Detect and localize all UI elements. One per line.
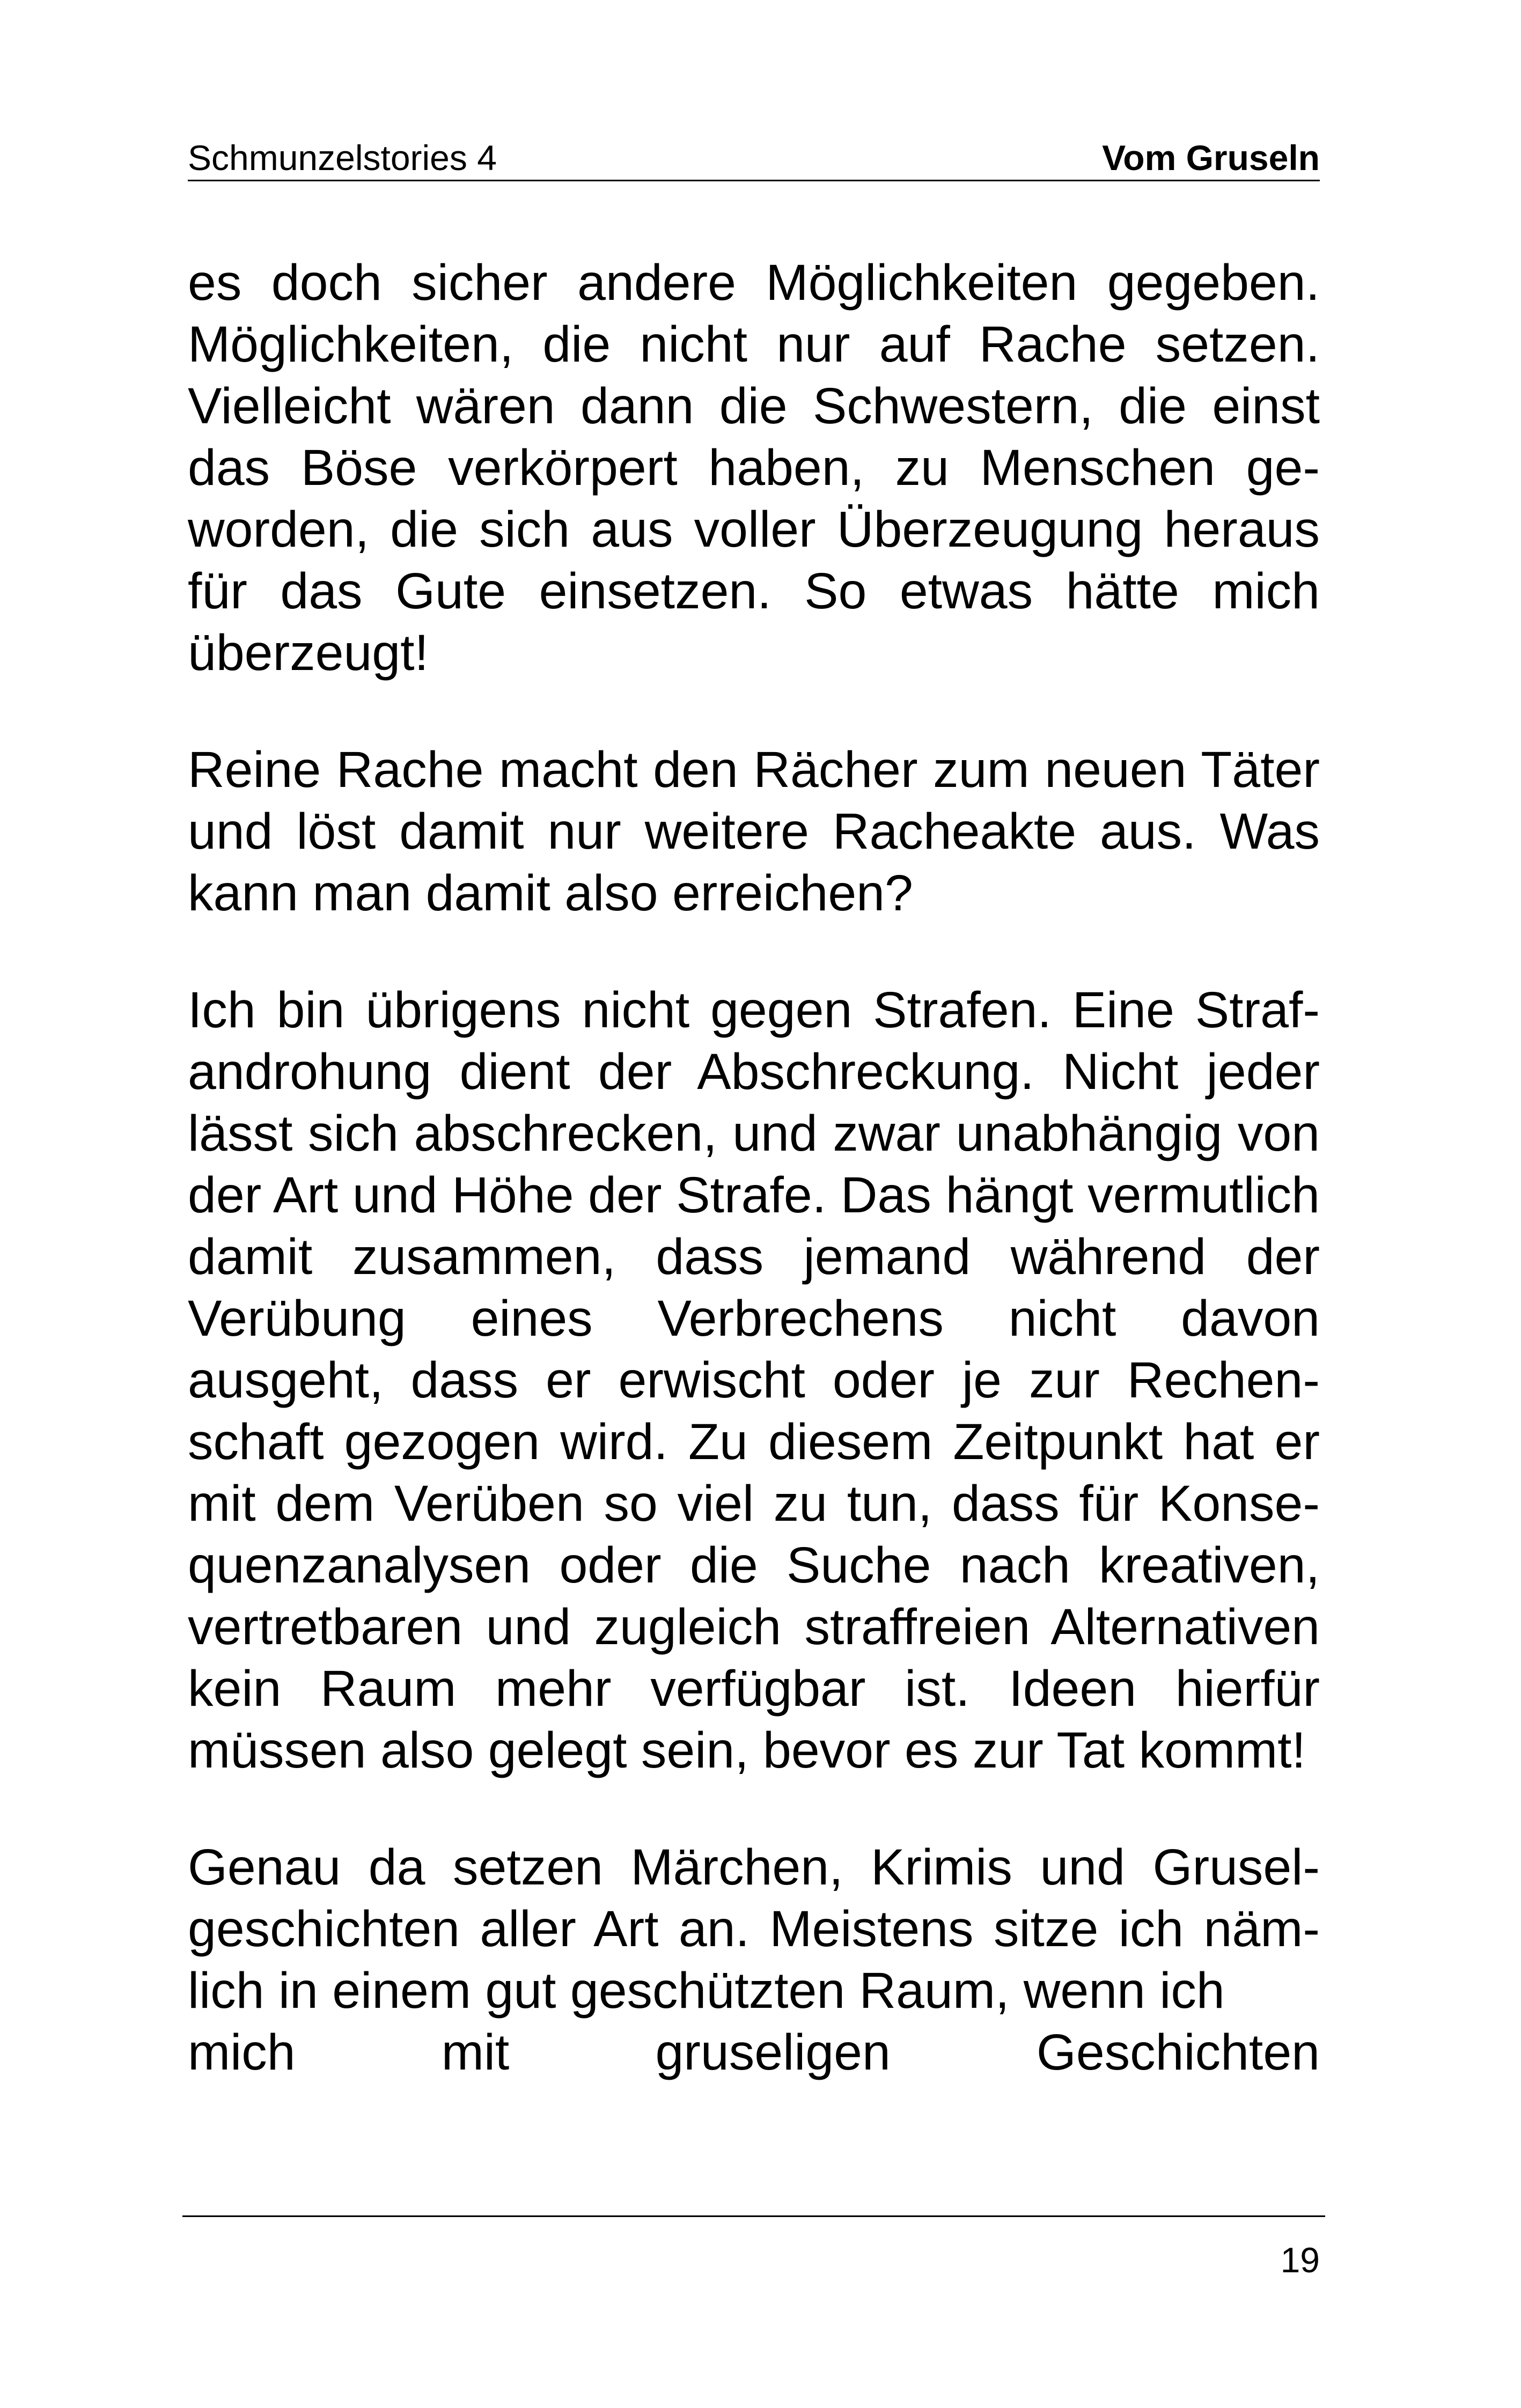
- paragraph-2: Reine Rache macht den Rächer zum neuen Täter und löst damit nur weitere Racheakte aus. Was kann man damit also erreichen?: [188, 741, 1320, 922]
- page-body: [188, 252, 1320, 2083]
- running-header: [188, 131, 1320, 181]
- page-number: 19: [1280, 2240, 1320, 2280]
- paragraph-4-final-line: mich mit gruseligen Geschichten: [188, 2024, 1320, 2081]
- footer-rule: [182, 2215, 1325, 2217]
- book-title: Schmunzelstories 4: [188, 138, 497, 178]
- paragraph-3: Ich bin übrigens nicht gegen Strafen. Eine Strafandrohung dient der Abschreckung. Nicht jeder lässt sich abschrecken, und zwar unabhängig von der Art und Höhe der Strafe. Das hängt vermutlich damit zusammen, dass jemand während der Verübung eines Verbrechens nicht davon ausgeht, dass er erwischt oder je zur Rechenschaft gezogen wird. Zu diesem Zeitpunkt hat er mit dem Verüben so viel zu tun, dass für Konsequenzanalysen oder die Suche nach kreativen, vertretbaren und zugleich straffreien Alternativen kein Raum mehr verfügbar ist. Ideen hierfür müssen also gelegt sein, bevor es zur Tat kommt!: [188, 982, 1320, 1779]
- paragraph-1: es doch sicher andere Möglichkeiten gegeben. Möglichkeiten, die nicht nur auf Rache setzen. Vielleicht wären dann die Schwestern, die einst das Böse verkörpert haben, zu Menschen geworden, die sich aus voller Überzeugung heraus für das Gute einsetzen. So etwas hätte mich überzeugt!: [188, 254, 1320, 681]
- paragraph-4-text: Genau da setzen Märchen, Krimis und Gruselgeschichten aller Art an. Meistens sitze ich nämlich in einem gut geschützten Raum, wenn ich: [188, 1839, 1320, 2019]
- paragraph-4: [188, 1837, 1320, 2083]
- chapter-title: Vom Gruseln: [1102, 138, 1320, 178]
